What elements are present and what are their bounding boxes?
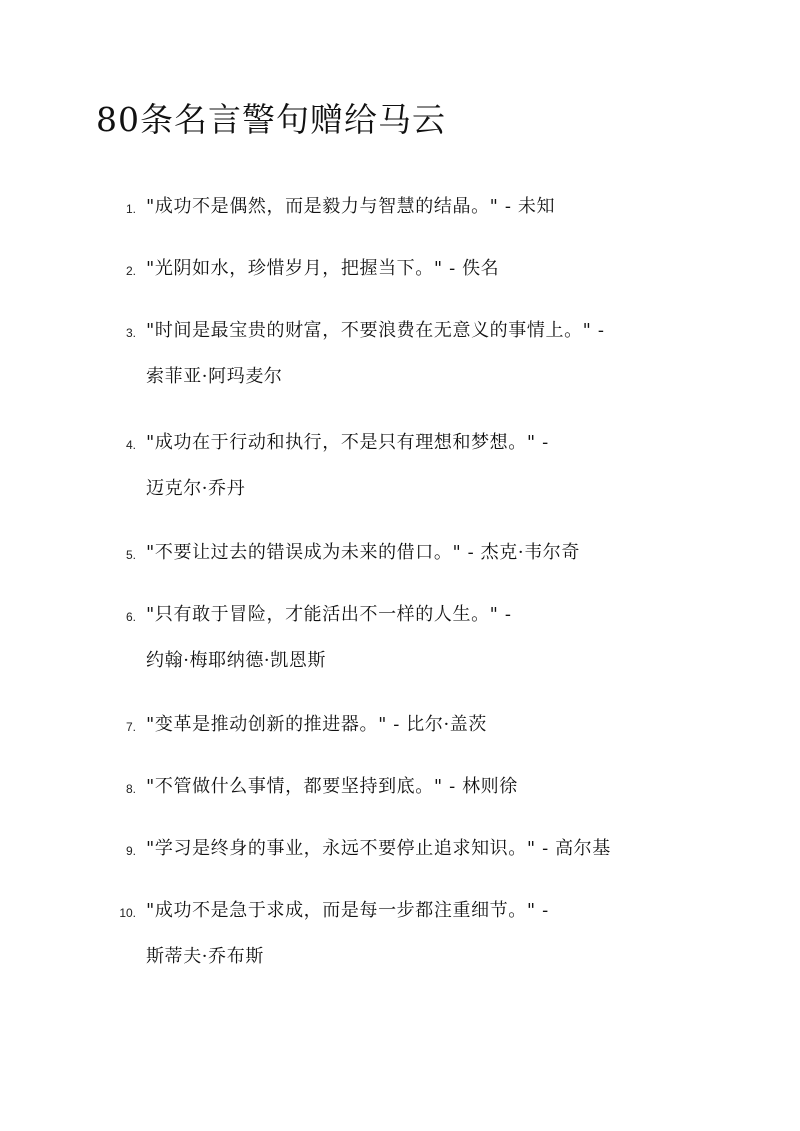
list-item bbox=[0, 834, 800, 864]
quote-author: 斯蒂夫·乔布斯 bbox=[146, 946, 264, 967]
list-item bbox=[0, 772, 800, 802]
quote-text: "成功不是偶然，而是毅力与智慧的结晶。" - 未知 bbox=[146, 196, 556, 217]
quote-text: "不要让过去的错误成为未来的借口。" - 杰克·韦尔奇 bbox=[146, 542, 581, 563]
page-title: 80条名言警句赠给马云 bbox=[96, 100, 446, 139]
item-number: 5. bbox=[125, 548, 136, 562]
quote-text: "变革是推动创新的推进器。" - 比尔·盖茨 bbox=[146, 714, 488, 735]
quote-text: "光阴如水，珍惜岁月，把握当下。" - 佚名 bbox=[146, 258, 500, 279]
quote-author: 索菲亚·阿玛麦尔 bbox=[146, 366, 283, 387]
quote-text: "学习是终身的事业，永远不要停止追求知识。" - 高尔基 bbox=[146, 838, 611, 859]
quote-text: "时间是最宝贵的财富，不要浪费在无意义的事情上。" - bbox=[146, 320, 605, 341]
quote-author: 约翰·梅耶纳德·凯恩斯 bbox=[146, 650, 327, 671]
item-number: 4. bbox=[125, 438, 136, 452]
item-number: 2. bbox=[125, 264, 136, 278]
item-number: 8. bbox=[125, 782, 136, 796]
list-item bbox=[0, 254, 800, 284]
list-item bbox=[0, 316, 800, 387]
item-number: 9. bbox=[125, 844, 136, 858]
quote-text: "不管做什么事情，都要坚持到底。" - 林则徐 bbox=[146, 776, 518, 797]
quote-text: "只有敢于冒险，才能活出不一样的人生。" - bbox=[146, 604, 512, 625]
quote-author: 迈克尔·乔丹 bbox=[146, 478, 246, 499]
list-item bbox=[0, 192, 800, 222]
item-number: 6. bbox=[125, 610, 136, 624]
list-item bbox=[0, 538, 800, 568]
list-item bbox=[0, 710, 800, 740]
list-item bbox=[0, 428, 800, 499]
list-item bbox=[0, 600, 800, 671]
quote-text: "成功不是急于求成，而是每一步都注重细节。" - bbox=[146, 900, 549, 921]
quote-text: "成功在于行动和执行，不是只有理想和梦想。" - bbox=[146, 432, 549, 453]
item-number: 7. bbox=[125, 720, 136, 734]
item-number: 10. bbox=[119, 906, 136, 920]
list-item bbox=[0, 896, 800, 967]
item-number: 3. bbox=[125, 326, 136, 340]
item-number: 1. bbox=[125, 202, 136, 216]
